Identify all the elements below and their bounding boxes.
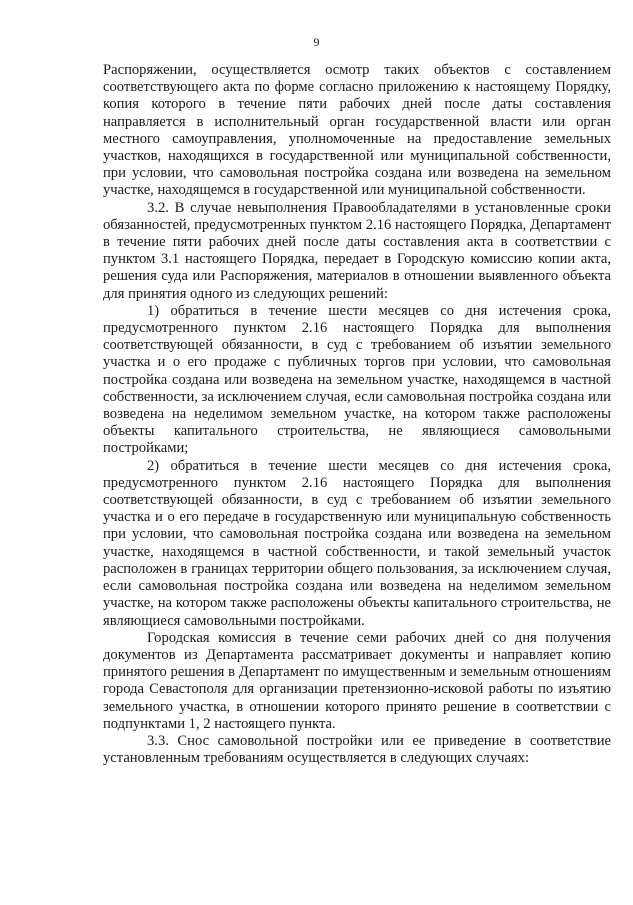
paragraph-3-2: 3.2. В случае невыполнения Правообладателями в установленные сроки обязанностей, предусмотренных пунктом 2.16 настоящего Порядка, Департамент в течение пяти рабочих дней после даты составления акта в соответствии с пунктом 3.1 настоящего Порядка, передает в Городскую комиссию копии акта, решения суда или Распоряжения, материалов в отношении выявленного объекта для принятия одного из следующих решений: (103, 199, 611, 302)
paragraph-item-1: 1) обратиться в течение шести месяцев со дня истечения срока, предусмотренного пунктом 2.16 настоящего Порядка для выполнения соответствующей обязанности, в суд с требованием об изъятии земельного участка и о его продаже с публичных торгов при условии, что самовольная постройка создана или возведена на земельном участке, находящемся в частной собственности, за исключением случая, если самовольная постройка создана или возведена на неделимом земельном участке, на котором также расположены объекты капитального строительства, не являющиеся самовольными постройками; (103, 302, 611, 457)
paragraph-commission: Городская комиссия в течение семи рабочих дней со дня получения документов из Департамента рассматривает документы и направляет копию принятого решения в Департамент по имущественным и земельным отношениям города Севастополя для организации претензионно-исковой работы по изъятию земельного участка, в отношении которого принято решение в соответствии с подпунктами 1, 2 настоящего пункта. (103, 629, 611, 732)
page-number: 9 (313, 35, 320, 49)
paragraph-item-2: 2) обратиться в течение шести месяцев со дня истечения срока, предусмотренного пунктом 2.16 настоящего Порядка для выполнения соответствующей обязанности, в суд с требованием об изъятии земельного участка и о его передаче в государственную или муниципальную собственность при условии, что самовольная постройка создана или возведена на земельном участке, находящемся в частной собственности, и такой земельный участок расположен в границах территории общего пользования, за исключением случая, если самовольная постройка создана или возведена на неделимом земельном участке, на котором также расположены объекты капитального строительства, не являющиеся самовольными постройками. (103, 457, 611, 629)
paragraph-3-3: 3.3. Снос самовольной постройки или ее приведение в соответствие установленным требованиям осуществляется в следующих случаях: (103, 732, 611, 767)
paragraph-continuation: Распоряжении, осуществляется осмотр таких объектов с составлением соответствующего акта по форме согласно приложению к настоящему Порядку, копия которого в течение пяти рабочих дней после даты составления направляется в исполнительный орган государственной власти или орган местного самоуправления, уполномоченные на предоставление земельных участков, находящихся в государственной или муниципальной собственности, при условии, что самовольная постройка создана или возведена на земельном участке, находящемся в государственной или муниципальной собственности. (103, 62, 611, 199)
document-body (103, 62, 611, 767)
